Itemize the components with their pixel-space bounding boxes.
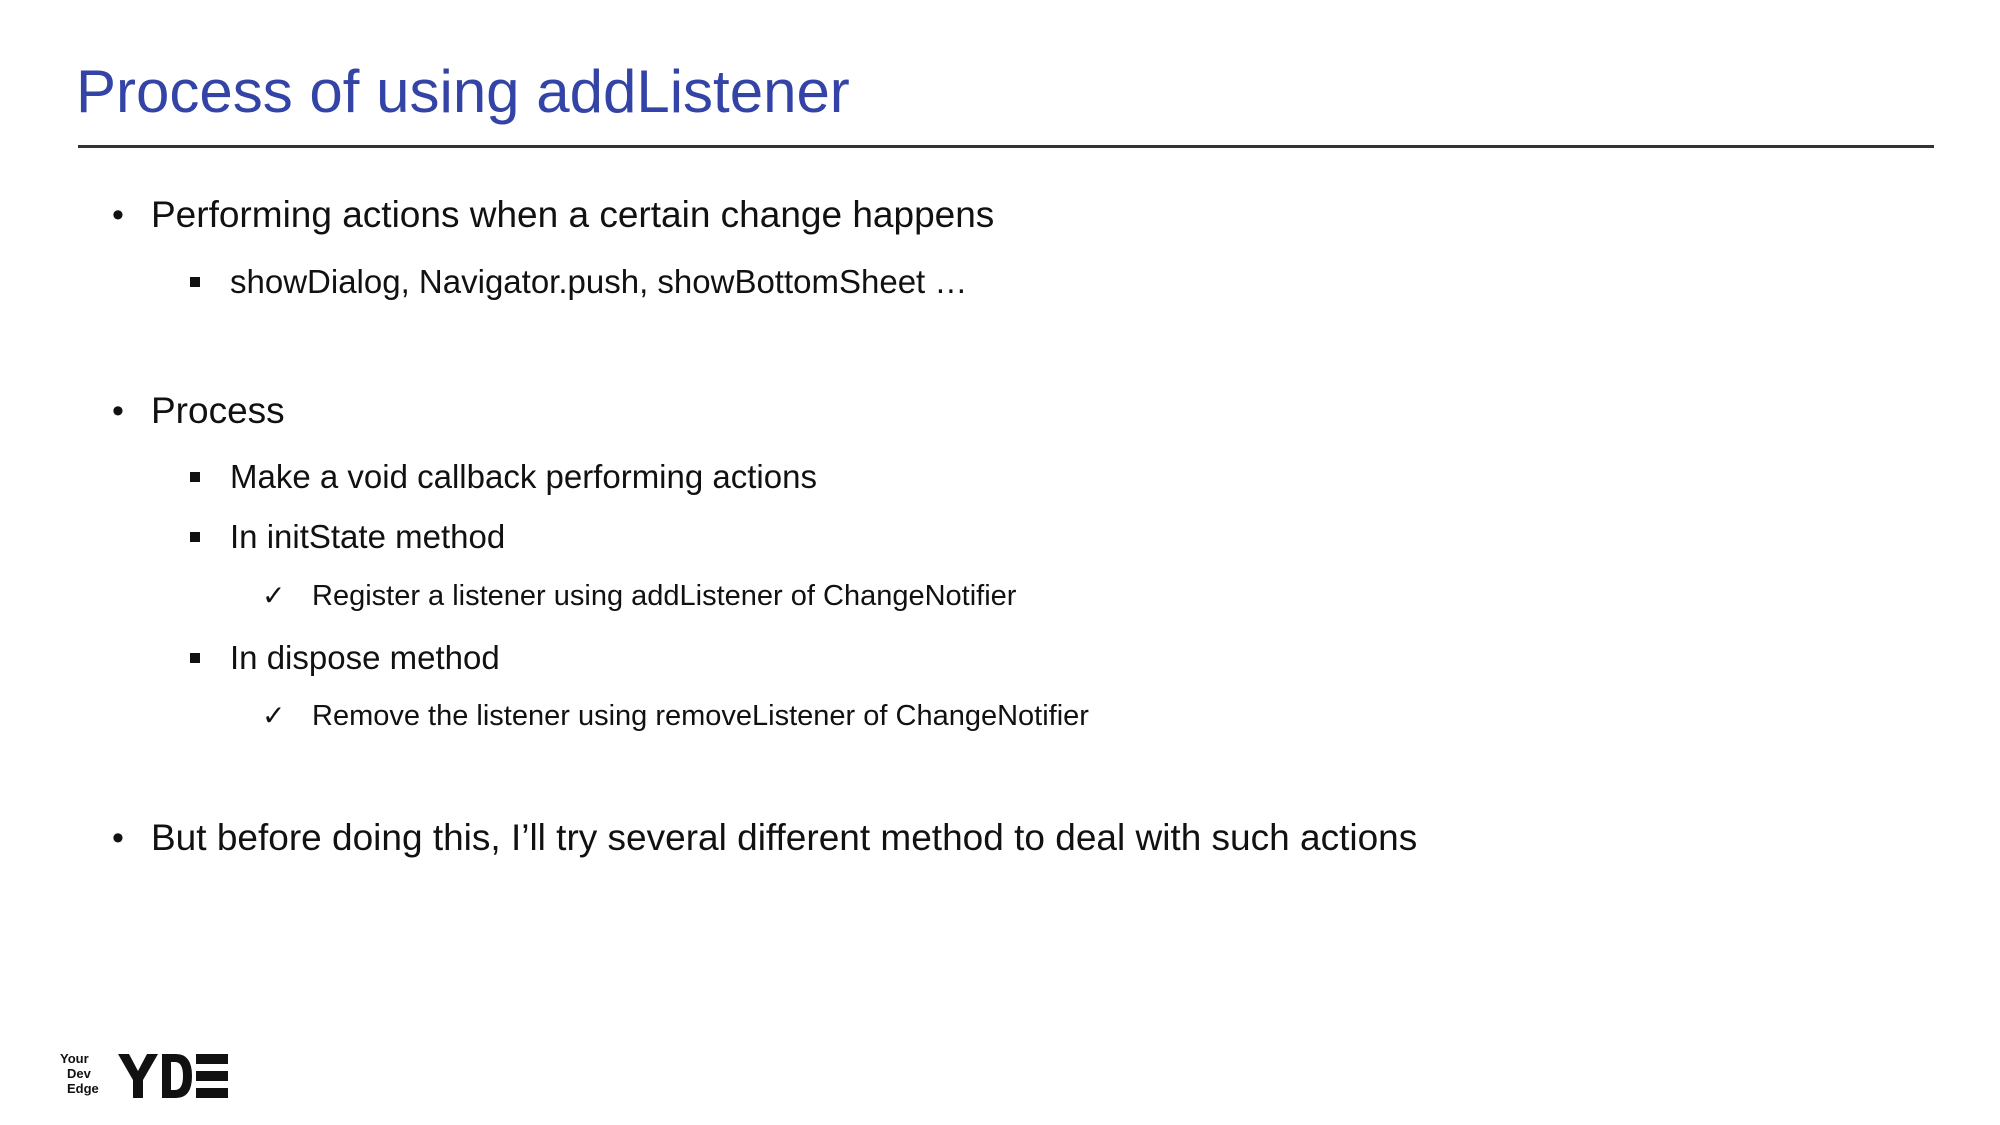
bullet-dot-icon: • (112, 392, 124, 430)
bullet-process (112, 388, 285, 434)
logo-word: Your (60, 1051, 89, 1066)
bullet-dot-icon: • (112, 196, 124, 234)
check-item-register-listener (262, 577, 1016, 615)
sub-bullet-show-dialog (188, 261, 967, 303)
sub-bullet-void-callback (188, 456, 817, 498)
check-icon: ✓ (262, 700, 286, 731)
bullet-text: Performing actions when a certain change happens (151, 194, 995, 235)
check-item-remove-listener (262, 697, 1089, 735)
square-bullet-icon (190, 277, 200, 287)
square-bullet-icon (190, 532, 200, 542)
sub-bullet-text: In initState method (230, 518, 506, 555)
sub-bullet-text: showDialog, Navigator.push, showBottomSheet … (230, 263, 968, 300)
bullet-dot-icon: • (112, 819, 124, 857)
bullet-before-doing (112, 815, 1417, 861)
square-bullet-icon (190, 653, 200, 663)
check-item-text: Remove the listener using removeListener of ChangeNotifier (312, 700, 1089, 732)
check-icon: ✓ (262, 580, 286, 611)
sub-bullet-text: In dispose method (230, 639, 500, 676)
bullet-text: Process (151, 390, 285, 431)
sub-bullet-dispose (188, 637, 500, 679)
sub-bullet-init-state (188, 516, 505, 558)
title-divider (78, 145, 1934, 148)
slide-title: Process of using addListener (76, 58, 850, 125)
bullet-text: But before doing this, I’ll try several different method to deal with such actions (151, 817, 1418, 858)
square-bullet-icon (190, 472, 200, 482)
yde-wordmark-icon (100, 1051, 230, 1101)
logo-word: Dev (67, 1066, 91, 1081)
logo-word: Edge (67, 1081, 99, 1096)
bullet-performing-actions (112, 192, 994, 238)
sub-bullet-text: Make a void callback performing actions (230, 458, 817, 495)
check-item-text: Register a listener using addListener of ChangeNotifier (312, 580, 1017, 612)
yde-logo (60, 1051, 230, 1101)
